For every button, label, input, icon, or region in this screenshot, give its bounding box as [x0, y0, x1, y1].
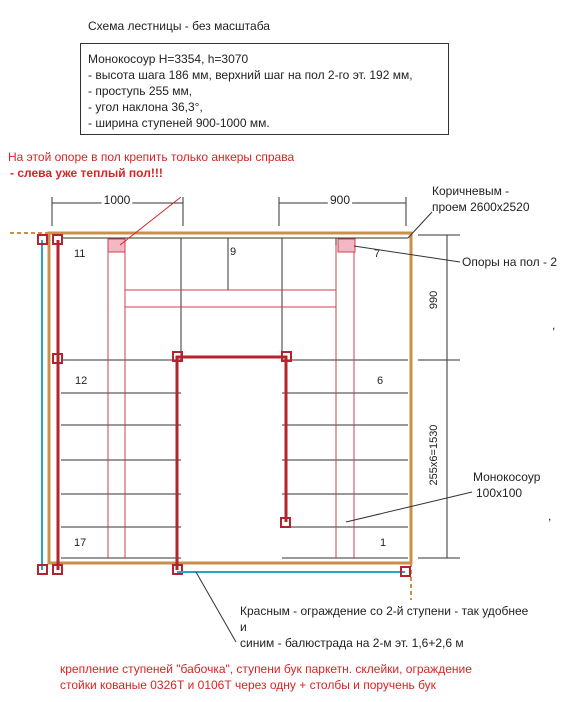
- warning-line-2: - слева уже теплый пол!!!: [10, 166, 163, 180]
- dim-flight-label: 255x6=1530: [428, 424, 440, 486]
- stringer-label-1: Монокосоур: [473, 470, 541, 484]
- step-number-1: 1: [380, 537, 387, 549]
- step-number-9: 9: [230, 246, 237, 258]
- supports-label: Опоры на пол - 2: [462, 255, 558, 269]
- dim-left-width-label: 1000: [103, 193, 131, 207]
- specs-line-3: - проступь 255 мм,: [88, 84, 193, 98]
- specs-line-5: - ширина ступеней 900-1000 мм.: [88, 116, 270, 130]
- dimension-right-vertical: [418, 235, 460, 558]
- footer-line-1: крепление ступеней "бабочка", ступени бук паркетн. склейки, ограждение: [60, 662, 472, 676]
- svg-text:,: ,: [548, 509, 552, 523]
- legend-connector: и: [240, 620, 247, 634]
- floor-support-right: [338, 239, 355, 252]
- legend-leader: [196, 572, 236, 642]
- warning-line-1: На этой опоре в пол крепить только анкеры справа: [8, 150, 295, 164]
- diagram-title: Схема лестницы - без масштаба: [88, 19, 270, 33]
- stringer-leader: [346, 492, 472, 522]
- step-number-17: 17: [74, 537, 87, 549]
- support-leader: [354, 246, 460, 262]
- opening-label-1: Коричневым -: [432, 184, 510, 198]
- legend-red-line: Красным - ограждение со 2-й ступени - так удобнее: [240, 604, 529, 618]
- dim-right-width-label: 900: [329, 193, 351, 207]
- step-number-12: 12: [75, 375, 88, 387]
- legend-blue-line: синим - балюстрада на 2-м эт. 1,6+2,6 м: [240, 636, 464, 650]
- footer-line-2: стойки кованые 0326Т и 0106Т через одну + столбы и поручень бук: [60, 678, 436, 692]
- svg-text:,: ,: [552, 318, 556, 332]
- step-number-11: 11: [74, 248, 86, 260]
- step-number-7: 7: [374, 248, 381, 260]
- stringer-label-2: 100x100: [476, 486, 523, 500]
- opening-leader: [408, 212, 432, 238]
- stair-treads: [61, 238, 408, 558]
- railing-posts: [53, 235, 291, 574]
- opening-label-2: проем 2600x2520: [432, 200, 530, 214]
- step-number-6: 6: [377, 375, 384, 387]
- specs-line-2: - высота шага 186 мм, верхний шаг на пол 2-го эт. 192 мм,: [88, 68, 413, 82]
- specs-line-1: Монокосоур H=3354, h=3070: [88, 52, 249, 66]
- specs-line-4: - угол наклона 36,3°,: [88, 100, 203, 114]
- floor-opening-outline: [49, 233, 411, 563]
- dim-top-right-label: 990: [428, 290, 440, 310]
- floor-support-left: [108, 239, 125, 252]
- mono-stringers: [108, 245, 354, 558]
